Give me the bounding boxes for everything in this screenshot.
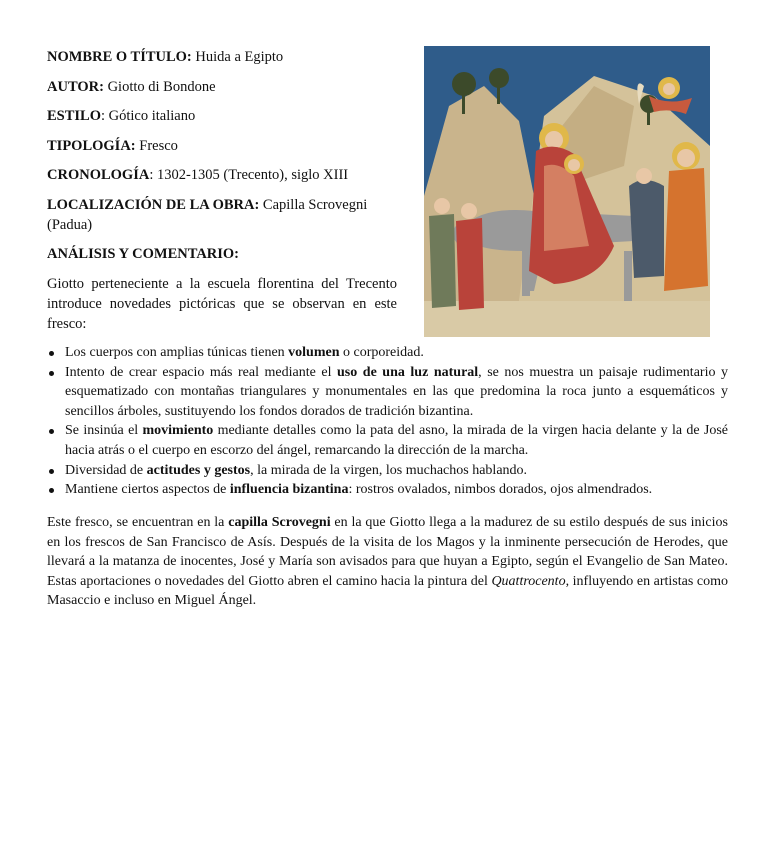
- list-item: Los cuerpos con amplias túnicas tienen volumen o corporeidad.: [47, 343, 728, 363]
- features-list: [47, 343, 728, 500]
- type-field: [47, 136, 397, 156]
- list-item: Intento de crear espacio más real mediante el uso de una luz natural, se nos muestra un paisaje rudimentario y esquematizado con montañas triangulares y monumentales en las que predomina la roca junto a esquemáticos y sencillos árboles, sustituyendo los fondos dorados de tradición bizantina.: [47, 363, 728, 422]
- analysis-intro: Giotto perteneciente a la escuela florentina del Trecento introduce novedades pictóricas que se observan en este fresco:: [47, 275, 397, 332]
- artwork-metadata: [47, 47, 397, 343]
- title-value: Huida a Egipto: [195, 49, 284, 65]
- closing-paragraph: Este fresco, se encuentran en la capilla Scrovegni en la que Giotto llega a la madurez de su estilo después de sus inicios en los frescos de San Francisco de Asís. Después de la visita de los Magos y la inminente persecución de Herodes, que llevará a la matanza de inocentes, José y María son avisados para que huyan a Egipto, según el Evangelio de San Mateo. Estas aportaciones o novedades del Giotto abren el camino hacia la pintura del Quattrocento, influyendo en artistas como Masaccio e incluso en Miguel Ángel.: [47, 515, 728, 609]
- style-value: : Gótico italiano: [101, 108, 196, 124]
- list-item: Mantiene ciertos aspectos de influencia bizantina: rostros ovalados, nimbos dorados, ojos almendrados.: [47, 480, 728, 500]
- location-field: [47, 195, 397, 235]
- author-label: AUTOR:: [47, 78, 104, 95]
- author-field: [47, 77, 397, 97]
- list-item: Diversidad de actitudes y gestos, la mirada de la virgen, los muchachos hablando.: [47, 461, 728, 481]
- style-field: [47, 106, 397, 126]
- chronology-field: [47, 165, 397, 185]
- location-value: Capilla Scrovegni (Padua): [47, 196, 368, 233]
- type-label: TIPOLOGÍA:: [47, 137, 136, 154]
- chronology-label: CRONOLOGÍA: [47, 167, 150, 183]
- title-field: [47, 47, 397, 67]
- analysis-heading: ANÁLISIS Y COMENTARIO:: [47, 246, 240, 262]
- title-label: NOMBRE O TÍTULO:: [47, 49, 192, 65]
- chronology-value: : 1302-1305 (Trecento), siglo XIII: [149, 167, 349, 183]
- style-label: ESTILO: [47, 108, 101, 124]
- fresco-image: [424, 46, 710, 337]
- list-item: Se insinúa el movimiento mediante detalles como la pata del asno, la mirada de la virgen hacia delante y la de José hacia atrás o el cuerpo en escorzo del ángel, remarcando la dirección de la marcha.: [47, 421, 728, 460]
- author-value: Giotto di Bondone: [107, 78, 216, 95]
- type-value: Fresco: [139, 137, 178, 154]
- location-label: LOCALIZACIÓN DE LA OBRA:: [47, 196, 260, 213]
